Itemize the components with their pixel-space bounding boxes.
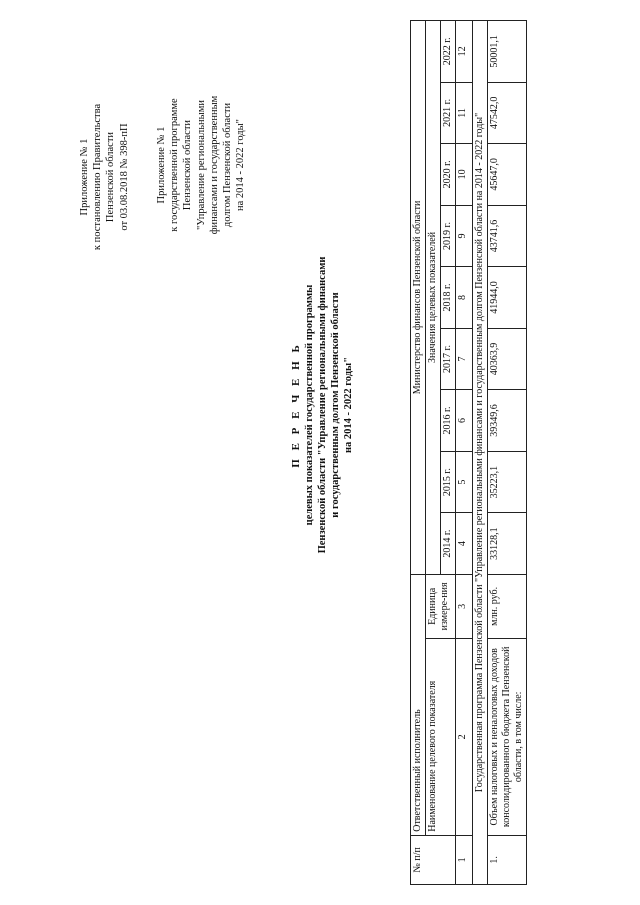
header-executor-value: Министерство финансов Пензенской области [411,21,426,575]
header-num: № п/п [411,835,456,884]
col-number: 10 [456,144,473,206]
value-cell: 35223,1 [488,451,527,513]
header-indicator-name: Наименование целевого показателя [426,638,456,835]
value-cell: 45647,0 [488,144,527,206]
header-executor: Ответственный исполнитель [411,574,426,835]
title-line2: Пензенской области "Управление региональными финансами [317,256,328,554]
annex2-line1: Приложение № 1 [156,126,167,204]
col-number: 4 [456,513,473,575]
value-cell: 41944,0 [488,267,527,329]
title-line3: и государственным долгом Пензенской области [330,292,341,518]
annex-to-decree [78,57,131,297]
col-number: 11 [456,82,473,144]
program-row [473,21,488,885]
annex2-line5: финансами и государственным [208,95,220,235]
year-cell: 2021 г. [441,82,456,144]
year-cell: 2017 г. [441,328,456,390]
year-cell: 2015 г. [441,451,456,513]
year-cell: 2020 г. [441,144,456,206]
value-cell: 40363,9 [488,328,527,390]
value-cell: 33128,1 [488,513,527,575]
annex2-line6: долгом Пензенской области [222,102,234,228]
value-cell: 50001,1 [488,21,527,83]
title-heading: П Е Р Е Ч Е Н Ь [290,342,302,468]
col-number: 6 [456,390,473,452]
title-line4: на 2014 - 2022 годы" [343,356,354,454]
col-number: 5 [456,451,473,513]
value-cell: 47542,0 [488,82,527,144]
col-number: 8 [456,267,473,329]
indicators-table [410,20,527,885]
col-number: 2 [456,638,473,835]
annex1-line3: Пензенской области [105,131,117,223]
header-unit: Единица измере-ния [426,574,456,638]
col-number: 7 [456,328,473,390]
header-target-values: Значения целевых показателей [426,21,441,575]
header-row-executor [411,21,426,885]
annex2-line2: к государственной программе [169,98,181,232]
program-title: Государственная программа Пензенской области "Управление региональными финансами и государственным долгом Пензенской области на 2014 - 2022 годы" [473,21,488,885]
col-number: 9 [456,205,473,267]
document-title [290,185,355,625]
header-row-values [426,21,441,885]
col-number: 12 [456,21,473,83]
value-cell: 39349,6 [488,390,527,452]
annex1-line2: к постановлению Правительства [92,103,104,251]
year-cell: 2018 г. [441,267,456,329]
year-cell: 2019 г. [441,205,456,267]
year-cell: 2022 г. [441,21,456,83]
annex2-line7: на 2014 - 2022 годы" [235,119,247,211]
title-line1: целевых показателей государственной программы [304,284,315,526]
column-number-row [456,21,473,885]
annex1-line4: от 03.08.2018 № 398-пП [118,123,130,231]
col-number: 1 [456,835,473,884]
annex2-line4: "Управление региональными [195,100,207,230]
value-cell: 43741,6 [488,205,527,267]
row-unit: млн. руб. [488,574,527,638]
annex-to-program [155,45,247,285]
annex1-line1: Приложение № 1 [79,138,90,216]
table-row [488,21,527,885]
row-num: 1. [488,835,527,884]
annex2-line3: Пензенской области [182,119,194,211]
year-cell: 2014 г. [441,513,456,575]
row-indicator-name: Объем налоговых и неналоговых доходов консолидированного бюджета Пензенской области, в том числе: [488,638,527,835]
year-cell: 2016 г. [441,390,456,452]
col-number: 3 [456,574,473,638]
